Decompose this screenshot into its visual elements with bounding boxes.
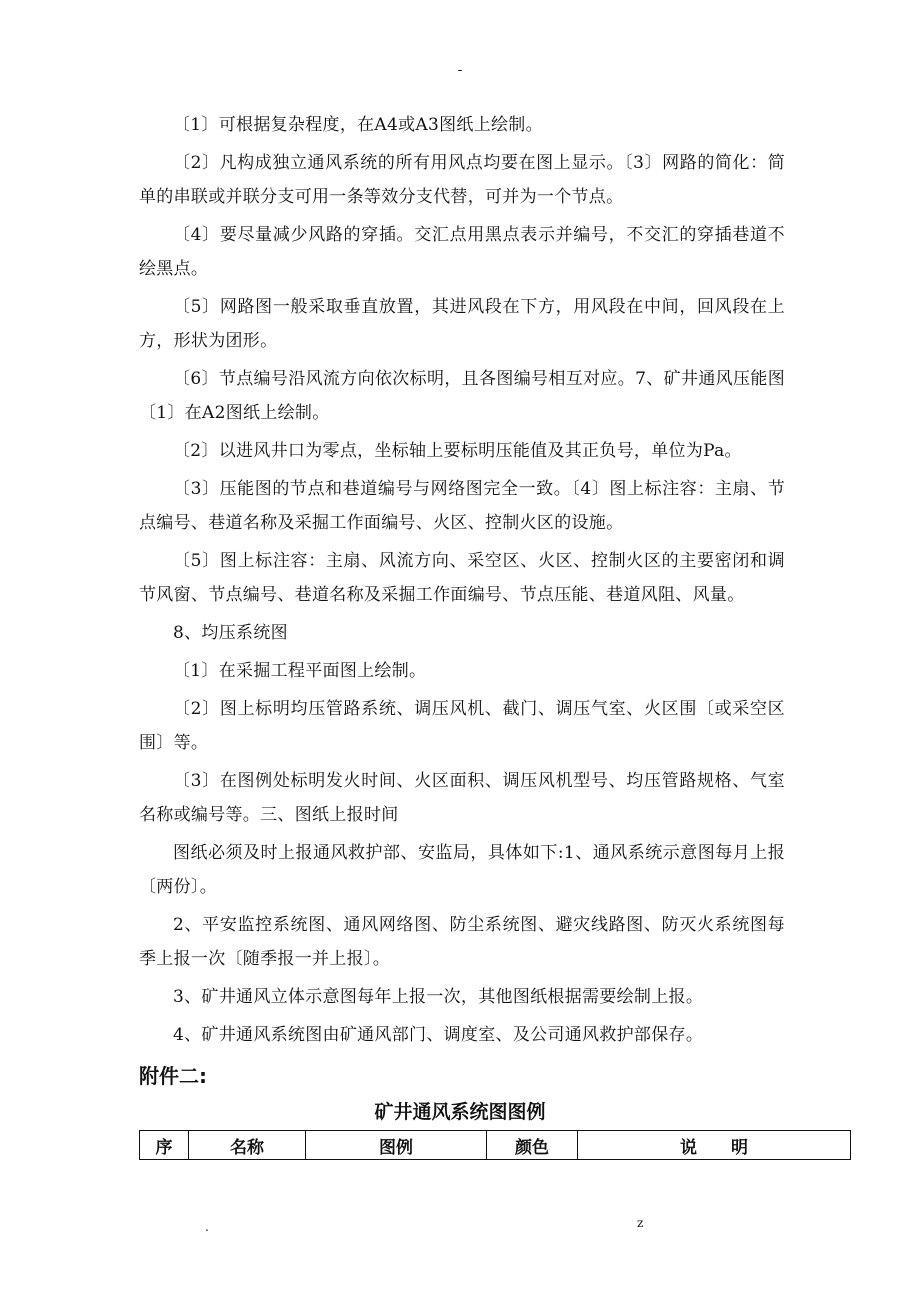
paragraph-12: 〔3〕在图例处标明发火时间、火区面积、调压风机型号、均压管路规格、气室名称或编号等。三、图纸上报时间 <box>139 771 785 825</box>
paragraph-6: 〔2〕以进风井口为零点，坐标轴上要标明压能值及其正负号，单位为Pa。 <box>173 441 742 461</box>
paragraph-11: 〔2〕图上标明均压管路系统、调压风机、截门、调压气室、火区围〔或采空区围〕等。 <box>139 699 785 753</box>
legend-table-header-row <box>140 1131 851 1160</box>
header-cell-symbol: 图例 <box>306 1131 487 1160</box>
footer-right-mark: z <box>637 1216 644 1230</box>
page-header-mark: - <box>457 62 463 78</box>
paragraph-2: 〔2〕凡构成独立通风系统的所有用风点均要在图上显示。〔3〕网路的简化：简单的串联或并联分支可用一条等效分支代替，可并为一个节点。 <box>139 153 785 207</box>
section-heading-8: 8、均压系统图 <box>173 623 288 643</box>
legend-table-title: 矿井通风系统图图例 <box>374 1101 546 1123</box>
paragraph-13: 图纸必须及时上报通风救护部、安监局，具体如下:1、通风系统示意图每月上报〔两份〕。 <box>139 843 785 897</box>
paragraph-15: 3、矿井通风立体示意图每年上报一次，其他图纸根据需要绘制上报。 <box>173 987 704 1007</box>
header-cell-index: 序 <box>140 1131 189 1160</box>
paragraph-5: 〔6〕节点编号沿风流方向依次标明，且各图编号相互对应。7、矿井通风压能图〔1〕在A2图纸上绘制。 <box>139 369 785 423</box>
paragraph-14: 2、平安监控系统图、通风网络图、防尘系统图、避灾线路图、防灭火系统图每季上报一次〔随季报一并上报〕。 <box>139 915 785 969</box>
paragraph-3: 〔4〕要尽量减少风路的穿插。交汇点用黑点表示并编号，不交汇的穿插巷道不绘黑点。 <box>139 225 785 279</box>
footer-left-mark: . <box>205 1220 209 1234</box>
paragraph-16: 4、矿井通风系统图由矿通风部门、调度室、及公司通风救护部保存。 <box>173 1025 704 1045</box>
annex-heading: 附件二: <box>139 1064 207 1088</box>
paragraph-8: 〔5〕图上标注容：主扇、风流方向、采空区、火区、控制火区的主要密闭和调节风窗、节点编号、巷道名称及采掘工作面编号、节点压能、巷道风阻、风量。 <box>139 551 785 605</box>
paragraph-4: 〔5〕网路图一般采取垂直放置，其进风段在下方，用风段在中间，回风段在上方，形状为团形。 <box>139 297 785 351</box>
document-body <box>139 108 785 1056</box>
header-cell-description: 说 明 <box>578 1131 851 1160</box>
paragraph-7: 〔3〕压能图的节点和巷道编号与网络图完全一致。〔4〕图上标注容：主扇、节点编号、巷道名称及采掘工作面编号、火区、控制火区的设施。 <box>139 479 785 533</box>
paragraph-1: 〔1〕可根据复杂程度，在A4或A3图纸上绘制。 <box>173 115 543 135</box>
paragraph-10: 〔1〕在采掘工程平面图上绘制。 <box>173 661 427 681</box>
header-cell-color: 颜色 <box>487 1131 578 1160</box>
header-cell-name: 名称 <box>189 1131 306 1160</box>
legend-table <box>139 1130 851 1160</box>
